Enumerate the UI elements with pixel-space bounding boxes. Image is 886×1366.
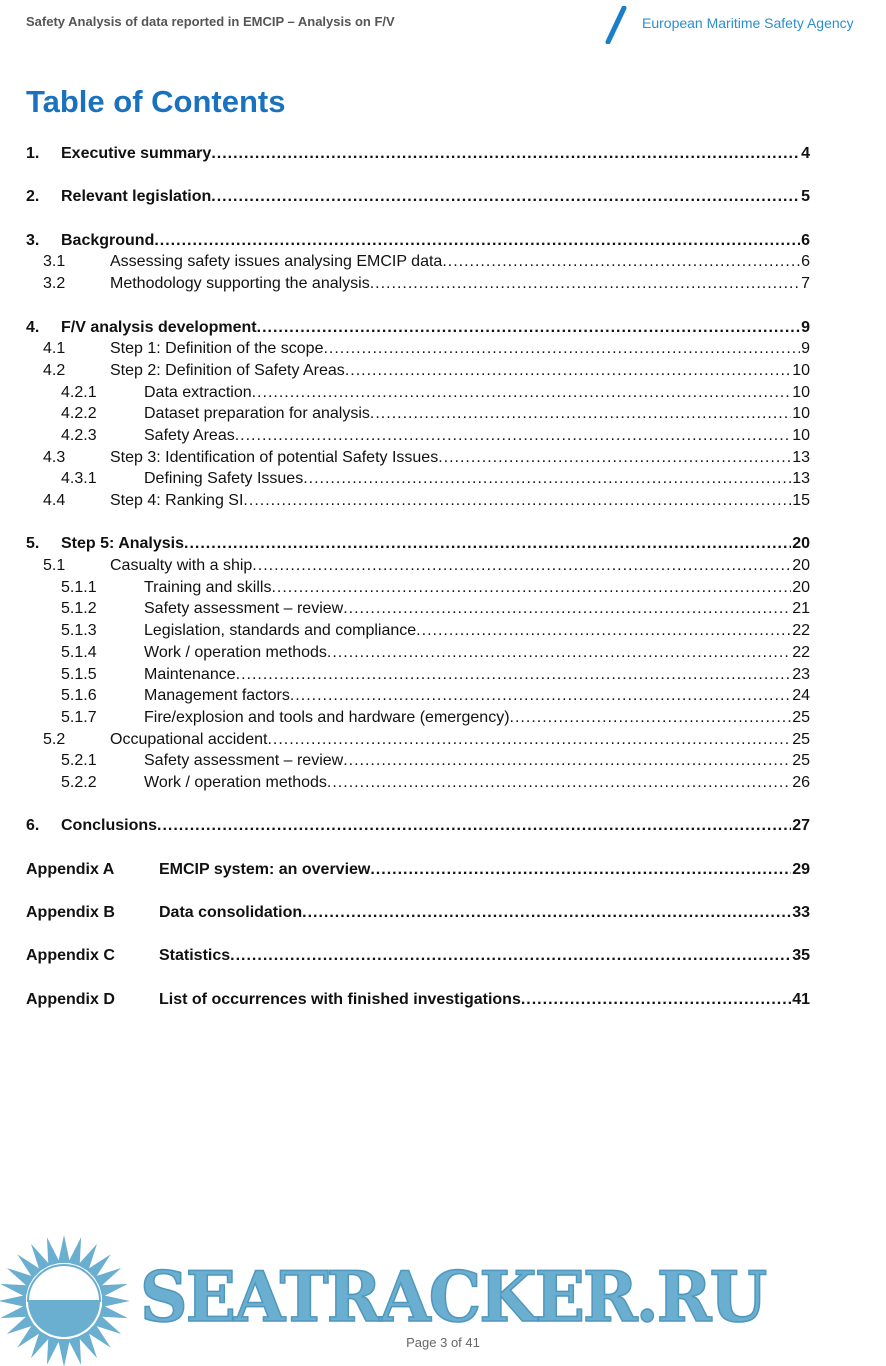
toc-entry-page[interactable]: 9 [801,340,810,358]
toc-entry-page[interactable]: 10 [792,426,810,444]
toc-leader-dots [243,490,791,512]
toc-entry-number: 5.2.2 [61,773,97,791]
toc-entry-title[interactable]: Management factors [144,685,290,707]
toc-entry[interactable] [0,555,886,577]
toc-entry-title[interactable]: Occupational accident [110,729,267,751]
toc-leader-dots [211,186,800,208]
toc-entry-page[interactable]: 25 [792,730,810,748]
toc-entry-title[interactable]: Assessing safety issues analysing EMCIP data [110,251,442,273]
toc-entry[interactable] [0,273,886,295]
toc-entry[interactable] [0,945,886,967]
toc-leader-dots [157,815,791,837]
toc-entry-number: 5.1.7 [61,708,97,726]
toc-entry[interactable] [0,251,886,273]
toc-entry-title[interactable]: Defining Safety Issues [144,468,303,490]
toc-entry-title[interactable]: Conclusions [61,815,157,837]
toc-entry-number: 5.1.6 [61,687,97,705]
toc-entry[interactable] [0,707,886,729]
toc-entry-title[interactable]: Casualty with a ship [110,555,252,577]
toc-entry[interactable] [0,815,886,837]
toc-entry-title[interactable]: Data extraction [144,382,252,404]
toc-leader-dots [370,273,800,295]
toc-entry-number: 4.3.1 [61,470,97,488]
toc-entry-number: Appendix C [26,947,115,965]
toc-entry[interactable] [0,186,886,208]
toc-entry[interactable] [0,447,886,469]
toc-entry-title[interactable]: Step 3: Identification of potential Safety Issues [110,447,438,469]
toc-entry[interactable] [0,338,886,360]
toc-entry-page[interactable]: 7 [801,275,810,293]
toc-entry[interactable] [0,425,886,447]
toc-leader-dots [323,338,800,360]
toc-entry-page[interactable]: 22 [792,622,810,640]
toc-entry-page[interactable]: 23 [792,665,810,683]
toc-leader-dots [343,598,791,620]
toc-entry[interactable] [0,533,886,555]
toc-entry-number: 5.1.3 [61,622,97,640]
toc-leader-dots [235,425,791,447]
table-of-contents [0,143,886,1011]
toc-entry[interactable] [0,230,886,252]
toc-entry-title[interactable]: Step 5: Analysis [61,533,184,555]
toc-entry-page[interactable]: 21 [792,600,810,618]
page-title: Table of Contents [26,84,286,119]
toc-leader-dots [510,707,792,729]
toc-leader-dots [267,729,791,751]
toc-entry[interactable] [0,642,886,664]
toc-leader-dots [442,251,800,273]
toc-entry-number: 4.1 [43,340,66,358]
toc-entry-page[interactable]: 25 [792,708,810,726]
sun-ray [0,1295,26,1307]
toc-entry-number: 2. [26,188,40,206]
toc-entry[interactable] [0,750,886,772]
toc-entry[interactable] [0,598,886,620]
sun-ray [58,1235,70,1263]
toc-leader-dots [290,685,791,707]
toc-leader-dots [236,664,792,686]
toc-entry-title[interactable]: Data consolidation [159,902,302,924]
toc-entry[interactable] [0,403,886,425]
toc-entry[interactable] [0,317,886,339]
toc-entry-page[interactable]: 15 [792,492,810,509]
toc-entry-title[interactable]: Safety Areas [144,425,235,447]
toc-entry-title[interactable]: F/V analysis development [61,317,257,339]
toc-entry[interactable] [0,382,886,404]
toc-entry-number: 5.1.1 [61,578,97,596]
toc-entry-page[interactable]: 9 [801,318,810,336]
toc-entry-title[interactable]: Work / operation methods [144,642,327,664]
toc-entry-page[interactable]: 13 [792,470,810,488]
toc-leader-dots [327,772,791,794]
toc-entry-number: 5.2 [43,730,66,748]
toc-entry[interactable] [0,772,886,794]
toc-entry-title[interactable]: Maintenance [144,664,236,686]
toc-entry-page[interactable]: 10 [792,361,810,379]
toc-entry-title[interactable]: Step 2: Definition of Safety Areas [110,360,345,382]
toc-entry-page[interactable]: 41 [792,990,810,1008]
toc-entry-page[interactable]: 27 [792,817,810,835]
toc-entry-title[interactable]: Training and skills [144,577,271,599]
toc-entry-page[interactable]: 4 [801,145,810,162]
toc-leader-dots [370,403,791,425]
toc-entry[interactable] [0,685,886,707]
toc-entry-number: Appendix D [26,990,115,1008]
toc-entry-title[interactable]: Legislation, standards and compliance [144,620,416,642]
toc-leader-dots [370,859,791,881]
toc-entry-page[interactable]: 6 [801,253,810,271]
toc-leader-dots [211,143,800,165]
toc-entry-page[interactable]: 6 [801,231,810,249]
toc-leader-dots [345,360,791,382]
toc-entry[interactable] [0,902,886,924]
toc-entry-page[interactable]: 20 [792,578,810,596]
toc-entry-number: Appendix B [26,904,115,922]
toc-entry[interactable] [0,620,886,642]
toc-entry-page[interactable]: 26 [792,773,810,791]
toc-entry[interactable] [0,664,886,686]
toc-entry-page[interactable]: 33 [792,904,810,922]
toc-entry-page[interactable]: 13 [792,448,810,466]
toc-entry-number: 4.2.3 [61,426,97,444]
toc-entry-number: 5.1.5 [61,665,97,683]
agency-name: European Maritime Safety Agency [642,15,854,31]
toc-entry[interactable] [0,577,886,599]
toc-entry-title[interactable]: Dataset preparation for analysis [144,403,370,425]
toc-leader-dots [230,945,791,967]
toc-entry[interactable] [0,360,886,382]
toc-entry-page[interactable]: 20 [792,557,810,575]
toc-leader-dots [302,902,791,924]
toc-entry-number: 6. [26,817,40,835]
toc-leader-dots [416,620,791,642]
toc-leader-dots [303,468,791,490]
toc-entry-page[interactable]: 5 [801,188,810,206]
toc-leader-dots [343,750,791,772]
toc-entry-number: 4.3 [43,448,66,466]
toc-leader-dots [154,230,800,252]
toc-entry-title[interactable]: List of occurrences with finished investigations [159,989,521,1011]
toc-leader-dots [521,989,791,1011]
toc-entry-title[interactable]: Step 4: Ranking SI [110,490,243,512]
toc-entry-page[interactable]: 22 [792,643,810,661]
toc-entry-number: Appendix A [26,860,115,878]
toc-entry-title[interactable]: EMCIP system: an overview [159,859,370,881]
toc-entry-number: 5.1 [43,557,66,575]
toc-entry-title[interactable]: Step 1: Definition of the scope [110,338,323,360]
toc-entry-title[interactable]: Methodology supporting the analysis [110,273,370,295]
toc-leader-dots [252,382,792,404]
toc-entry-number: 4.2.1 [61,383,97,401]
toc-entry[interactable] [0,143,886,165]
toc-leader-dots [257,317,800,339]
toc-entry-number: 5.1.2 [61,600,97,618]
toc-entry-page[interactable]: 25 [792,752,810,770]
toc-entry-number: 3.1 [43,253,66,271]
toc-entry-number: 4.2.2 [61,405,97,423]
toc-entry-number: 3. [26,231,40,249]
toc-entry-page[interactable]: 10 [792,383,810,401]
toc-entry-number: 5.1.4 [61,643,97,661]
toc-entry-title[interactable]: Executive summary [61,143,211,165]
toc-leader-dots [438,447,791,469]
toc-entry-number: 4. [26,318,40,336]
toc-entry-title[interactable]: Fire/explosion and tools and hardware (emergency) [144,707,510,729]
watermark-text: SEATRACKER.RU [140,1256,766,1338]
toc-entry[interactable] [0,729,886,751]
toc-entry-number: 4.2 [43,361,66,379]
toc-entry-page[interactable]: 29 [792,860,810,878]
toc-entry-title[interactable]: Safety assessment – review [144,598,343,620]
toc-entry-page[interactable]: 10 [792,405,810,423]
toc-entry-title[interactable]: Work / operation methods [144,772,327,794]
toc-leader-dots [271,577,791,599]
toc-entry-page[interactable]: 35 [792,947,810,965]
toc-leader-dots [184,533,791,555]
toc-entry-title[interactable]: Relevant legislation [61,186,211,208]
toc-entry-number: 5.2.1 [61,752,97,770]
toc-entry[interactable] [0,859,886,881]
toc-entry[interactable] [0,468,886,490]
toc-entry-title[interactable]: Statistics [159,945,230,967]
page-number: Page 3 of 41 [406,1335,480,1350]
toc-entry[interactable] [0,989,886,1011]
toc-entry-number: 3.2 [43,275,66,293]
toc-entry-number: 4.4 [43,492,66,509]
sun-ray [102,1295,130,1307]
toc-leader-dots [252,555,791,577]
emsa-logo-slash-icon [600,6,630,44]
toc-leader-dots [327,642,791,664]
toc-entry-number: 1. [26,145,40,162]
toc-entry[interactable] [0,490,886,512]
toc-entry-page[interactable]: 20 [792,535,810,553]
toc-entry-title[interactable]: Background [61,230,154,252]
toc-entry-page[interactable]: 24 [792,687,810,705]
toc-entry-number: 5. [26,535,40,553]
document-header-title: Safety Analysis of data reported in EMCIP – Analysis on F/V [26,14,395,29]
toc-entry-title[interactable]: Safety assessment – review [144,750,343,772]
